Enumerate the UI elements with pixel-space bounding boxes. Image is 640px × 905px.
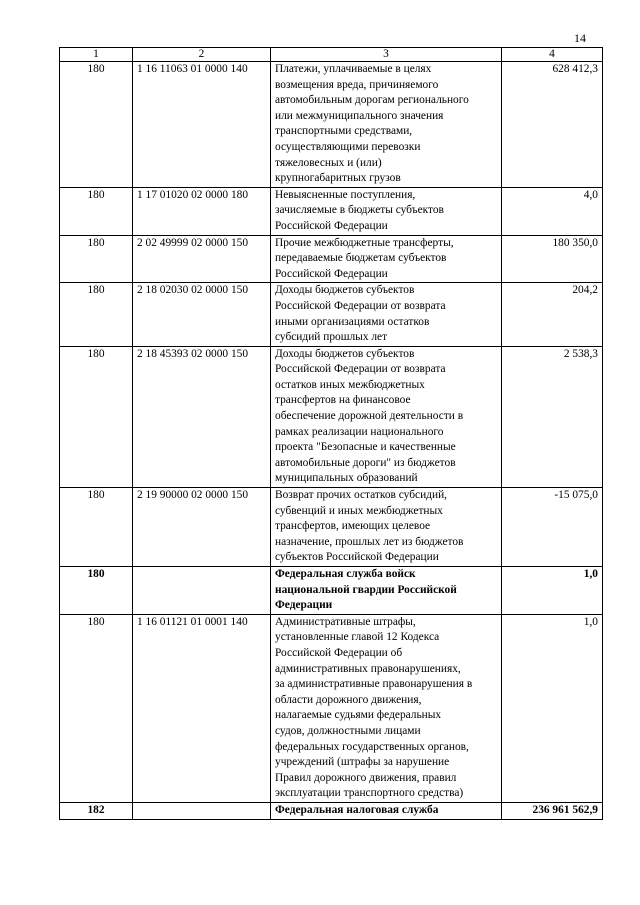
admin-code-text: 180 — [87, 188, 105, 201]
amount-cell — [502, 488, 603, 567]
revenue-name-text: Федеральная налоговая служба — [275, 803, 439, 816]
amount-cell — [502, 235, 603, 283]
revenue-name-cell — [271, 567, 502, 615]
revenue-name-cell — [271, 488, 502, 567]
revenue-name-text: Доходы бюджетов субъектов Российской Федерации от возврата иными организациями остатков субсидий прошлых лет — [275, 284, 446, 344]
table-row — [60, 187, 603, 235]
table-row — [60, 488, 603, 567]
budget-code-text: 1 16 11063 01 0000 140 — [137, 63, 248, 75]
amount-cell — [502, 614, 603, 802]
budget-code-text: 2 02 49999 02 0000 150 — [137, 236, 249, 249]
table-row — [60, 567, 603, 615]
table-row — [60, 346, 603, 487]
budget-code-cell — [133, 614, 271, 802]
revenue-name-cell — [271, 187, 502, 235]
revenue-name-text: Платежи, уплачиваемые в целях возмещения вреда, причиняемого автомобильным дорогам регионального или межмуниципального значения транспортными средствами, осуществляющими перевозки тяжеловесных и (или) крупногабаритных грузов — [275, 63, 469, 185]
table-row — [60, 802, 603, 819]
admin-code-cell — [60, 283, 133, 346]
revenue-name-text: Прочие межбюджетные трансферты, передаваемые бюджетам субъектов Российской Федерации — [275, 236, 454, 280]
amount-cell — [502, 567, 603, 615]
budget-code-cell — [133, 62, 271, 188]
revenue-name-cell — [271, 614, 502, 802]
admin-code-text: 180 — [87, 615, 105, 628]
budget-code-text: 2 19 90000 02 0000 150 — [137, 489, 249, 502]
amount-cell — [502, 346, 603, 487]
revenue-name-cell — [271, 802, 502, 819]
table-body — [60, 62, 603, 820]
revenue-name-text: Доходы бюджетов субъектов Российской Федерации от возврата остатков иных межбюджетных трансфертов на финансовое обеспечение дорожной деятельности в рамках реализации национального проекта "Безопасные и качественные автомобильные дороги" из бюджетов муниципальных образований — [275, 347, 464, 485]
admin-code-text: 182 — [87, 803, 105, 816]
admin-code-text: 180 — [87, 347, 105, 360]
budget-code-cell — [133, 346, 271, 487]
budget-code-cell — [133, 283, 271, 346]
admin-code-cell — [60, 614, 133, 802]
table-row — [60, 62, 603, 188]
budget-code-cell — [133, 488, 271, 567]
amount-text: 1,0 — [583, 568, 598, 580]
admin-code-text: 180 — [87, 284, 105, 297]
amount-text: -15 075,0 — [554, 489, 598, 502]
column-header-2: 2 — [133, 48, 271, 62]
amount-cell — [502, 283, 603, 346]
page-number: 14 — [574, 31, 586, 45]
amount-text: 204,2 — [572, 284, 598, 297]
admin-code-cell — [60, 567, 133, 615]
revenue-name-text: Федеральная служба войск национальной гвардии Российской Федерации — [275, 568, 457, 612]
revenue-name-text: Невыясненные поступления, зачисляемые в бюджеты субъектов Российской Федерации — [275, 188, 444, 232]
budget-code-cell — [133, 187, 271, 235]
table-row — [60, 283, 603, 346]
budget-code-text: 2 18 02030 02 0000 150 — [137, 284, 249, 297]
column-header-3: 3 — [271, 48, 502, 62]
column-header-1: 1 — [60, 48, 133, 62]
column-header-4: 4 — [502, 48, 603, 62]
admin-code-text: 180 — [87, 489, 105, 502]
budget-code-text: 1 16 01121 01 0001 140 — [137, 615, 248, 628]
revenue-name-cell — [271, 283, 502, 346]
admin-code-cell — [60, 346, 133, 487]
amount-text: 1,0 — [583, 615, 598, 628]
revenue-name-cell — [271, 235, 502, 283]
amount-text: 236 961 562,9 — [532, 803, 598, 816]
budget-code-cell — [133, 802, 271, 819]
amount-cell — [502, 187, 603, 235]
amount-cell — [502, 62, 603, 188]
admin-code-text: 180 — [87, 236, 105, 249]
amount-cell — [502, 802, 603, 819]
table-row — [60, 235, 603, 283]
budget-code-text: 1 17 01020 02 0000 180 — [137, 188, 249, 201]
budget-revenue-table — [59, 47, 603, 820]
revenue-name-text: Возврат прочих остатков субсидий, субвенций и иных межбюджетных трансфертов, имеющих целевое назначение, прошлых лет из бюджетов субъектов Российской Федерации — [275, 489, 464, 564]
admin-code-cell — [60, 488, 133, 567]
revenue-name-cell — [271, 62, 502, 188]
admin-code-cell — [60, 62, 133, 188]
admin-code-text: 180 — [87, 568, 105, 580]
amount-text: 628 412,3 — [552, 63, 598, 75]
admin-code-cell — [60, 802, 133, 819]
revenue-name-text: Административные штрафы, установленные главой 12 Кодекса Российской Федерации об административных правонарушениях, за административные правонарушения в области дорожного движения, налагаемые судьями федеральных судов, должностными лицами федеральных государственных органов, учреждений (штрафы за нарушение Правил дорожного движения, правил эксплуатации транспортного средства) — [275, 615, 473, 800]
amount-text: 4,0 — [583, 188, 598, 201]
amount-text: 2 538,3 — [563, 347, 598, 360]
budget-code-cell — [133, 567, 271, 615]
admin-code-cell — [60, 187, 133, 235]
budget-code-text: 2 18 45393 02 0000 150 — [137, 347, 249, 360]
amount-text: 180 350,0 — [552, 236, 598, 249]
budget-code-cell — [133, 235, 271, 283]
table-row — [60, 614, 603, 802]
admin-code-cell — [60, 235, 133, 283]
admin-code-text: 180 — [87, 63, 105, 75]
table-header-row — [60, 48, 603, 62]
revenue-name-cell — [271, 346, 502, 487]
